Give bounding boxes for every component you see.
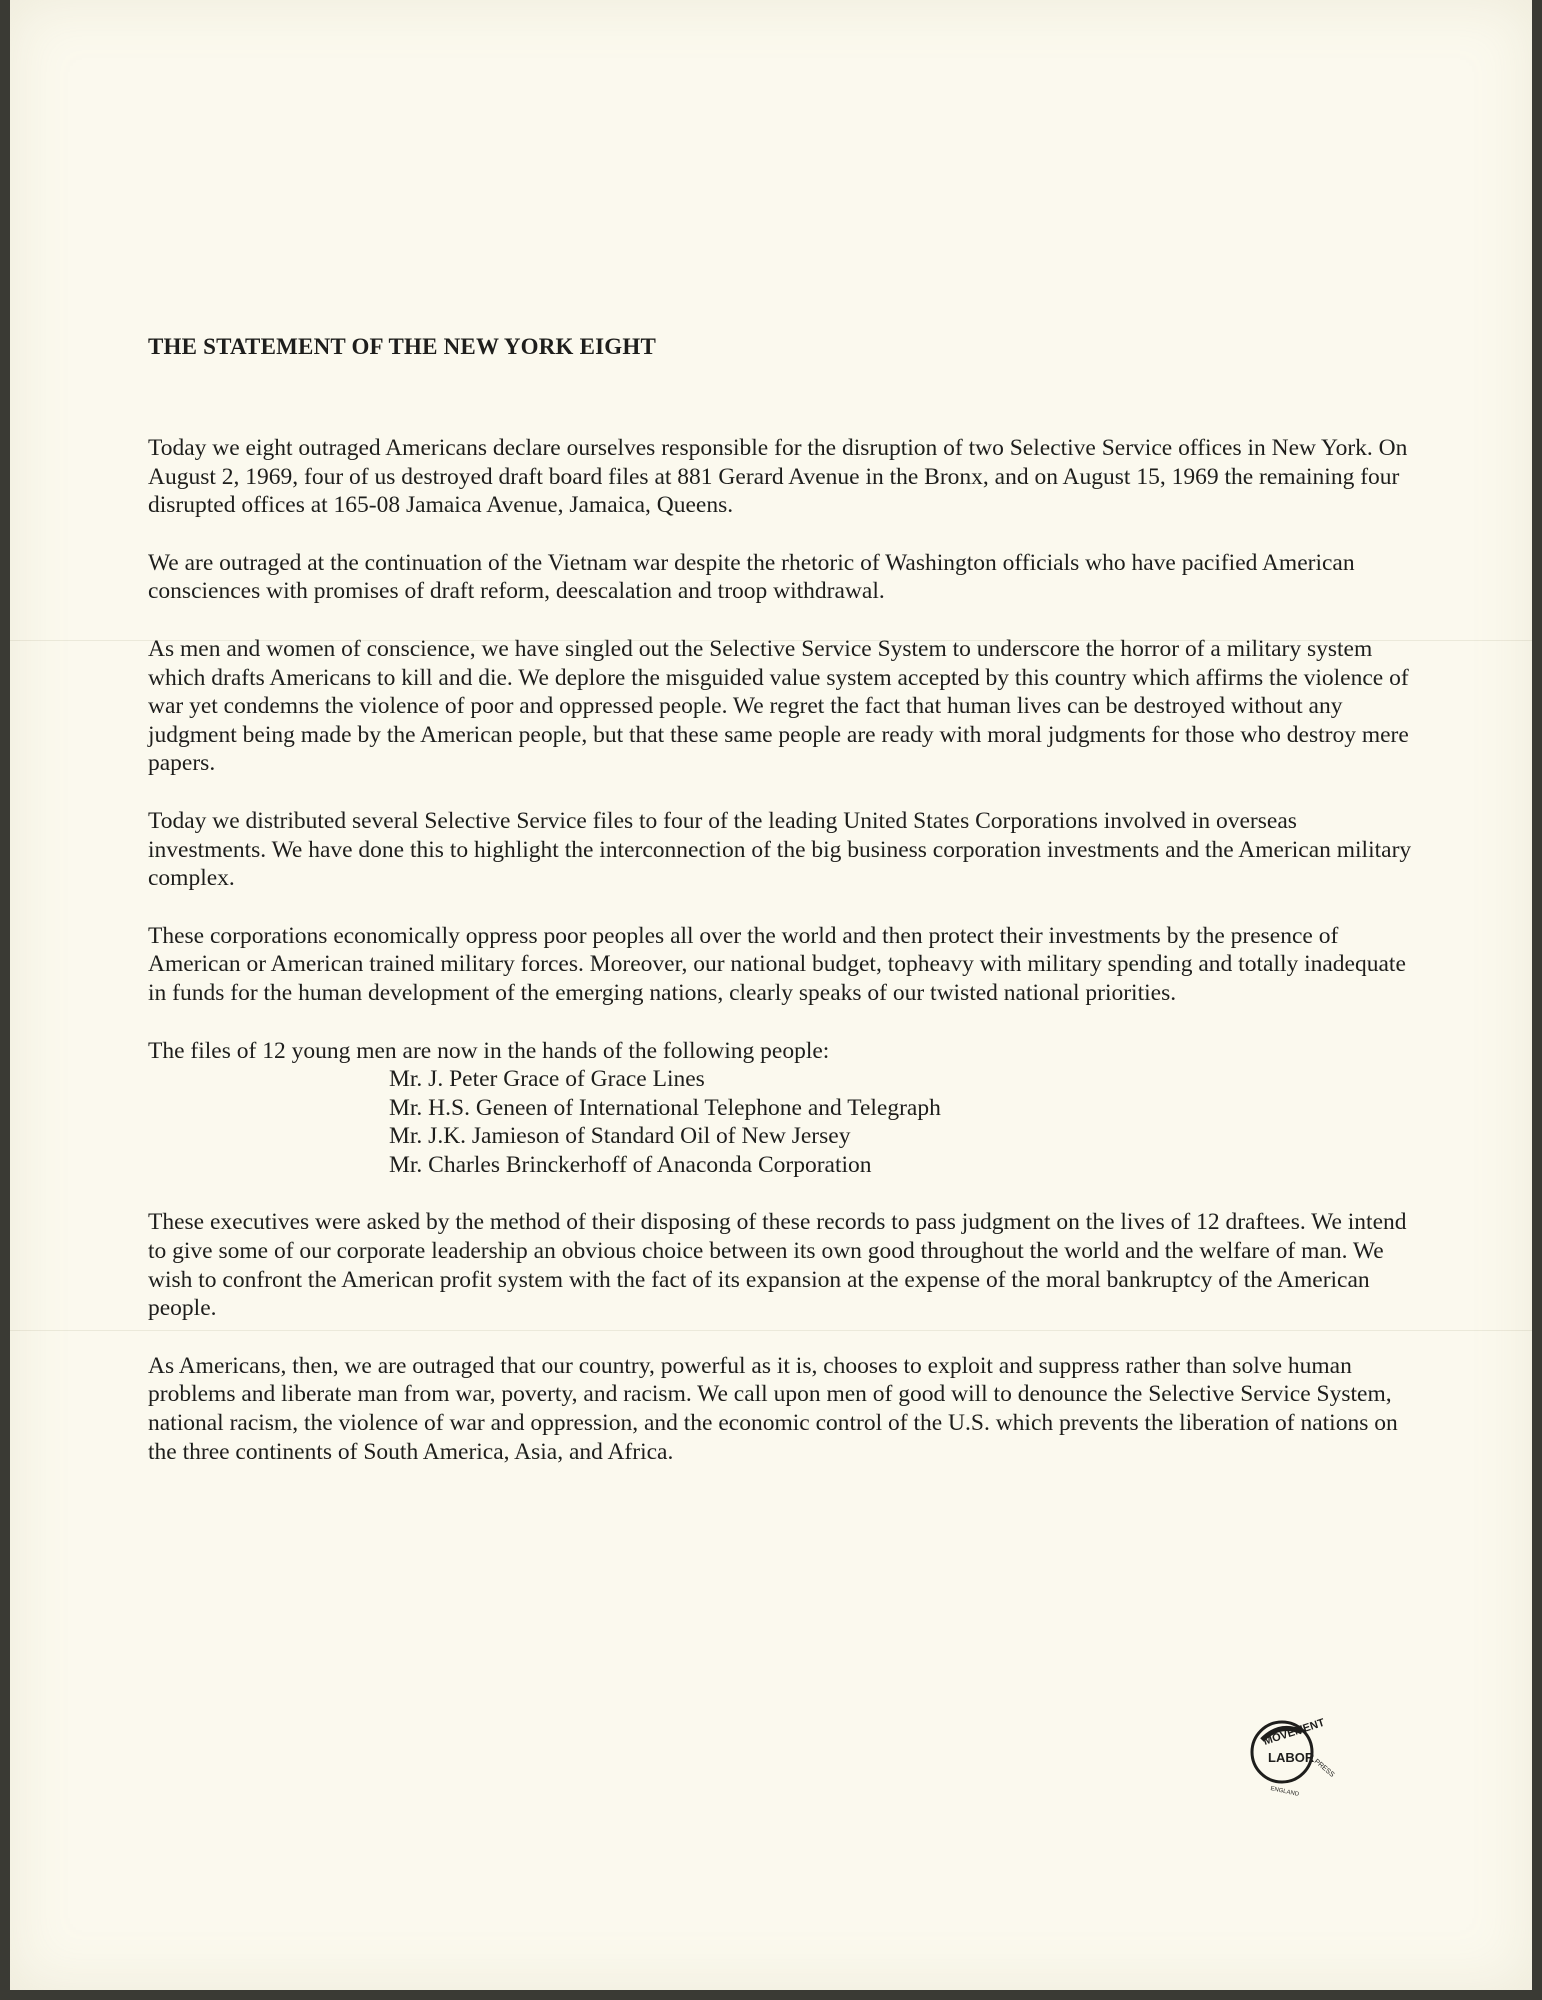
recipient-item: Mr. H.S. Geneen of International Telephone and Telegraph <box>389 1094 941 1121</box>
recipient-item: Mr. J. Peter Grace of Grace Lines <box>389 1066 705 1093</box>
stamp-text-bottom: ENGLAND <box>1269 1786 1300 1798</box>
paragraph: These corporations economically oppress poor peoples all over the world and then protect their investments by the presence of American or American trained military forces. Moreover, our national budget, topheavy with military spending and totally inadequate in funds for the human development of the emerging nations, clearly speaks of our twisted national priorities. <box>148 922 1406 1006</box>
printer-stamp-icon <box>1240 1700 1350 1810</box>
recipient-item: Mr. Charles Brinckerhoff of Anaconda Corporation <box>389 1151 872 1178</box>
recipients-list <box>389 1065 1418 1179</box>
document-title: THE STATEMENT OF THE NEW YORK EIGHT <box>148 334 657 359</box>
paragraph: We are outraged at the continuation of the Vietnam war despite the rhetoric of Washington officials who have pacified American consciences with promises of draft reform, deescalation and troop withdrawal. <box>148 549 1355 605</box>
paragraph: As Americans, then, we are outraged that our country, powerful as it is, chooses to exploit and suppress rather than solve human problems and liberate man from war, poverty, and racism. We call upon men of good will to denounce the Selective Service System, national racism, the violence of war and oppression, and the economic control of the U.S. which prevents the liberation of nations on the three continents of South America, Asia, and Africa. <box>148 1352 1398 1465</box>
paragraph: As men and women of conscience, we have singled out the Selective Service System to underscore the horror of a military system which drafts Americans to kill and die. We deplore the misguided value system accepted by this country which affirms the violence of war yet condemns the violence of poor and oppressed people. We regret the fact that human lives can be destroyed without any judgment being made by the American people, but that these same people are ready with moral judgments for those who destroy mere papers. <box>148 635 1409 777</box>
document-page <box>10 0 1532 1990</box>
stamp-text-mid: LABOR <box>1268 1750 1315 1765</box>
stamp-text-side: PRESS <box>1312 1758 1336 1779</box>
paragraph: Today we eight outraged Americans declare ourselves responsible for the disruption of two Selective Service offices in New York. On August 2, 1969, four of us destroyed draft board files at 881 Gerard Avenue in the Bronx, and on August 15, 1969 the remaining four disrupted offices at 165-08 Jamaica Avenue, Jamaica, Queens. <box>148 435 1408 519</box>
recipients-intro: The files of 12 young men are now in the hands of the following people: <box>148 1037 830 1064</box>
paragraph: These executives were asked by the method of their disposing of these records to pass judgment on the lives of 12 draftees. We intend to give some of our corporate leadership an obvious choice between its own good throughout the world and the welfare of man. We wish to confront the American profit system with the fact of its expansion at the expense of the moral bankruptcy of the American people. <box>148 1209 1407 1322</box>
document-body <box>148 332 1418 1495</box>
recipient-item: Mr. J.K. Jamieson of Standard Oil of New Jersey <box>389 1123 851 1150</box>
paragraph: Today we distributed several Selective Service files to four of the leading United States Corporations involved in overseas investments. We have done this to highlight the interconnection of the big business corporation investments and the American military complex. <box>148 807 1412 892</box>
stamp-text-top: MOVEMENT <box>1262 1716 1327 1748</box>
